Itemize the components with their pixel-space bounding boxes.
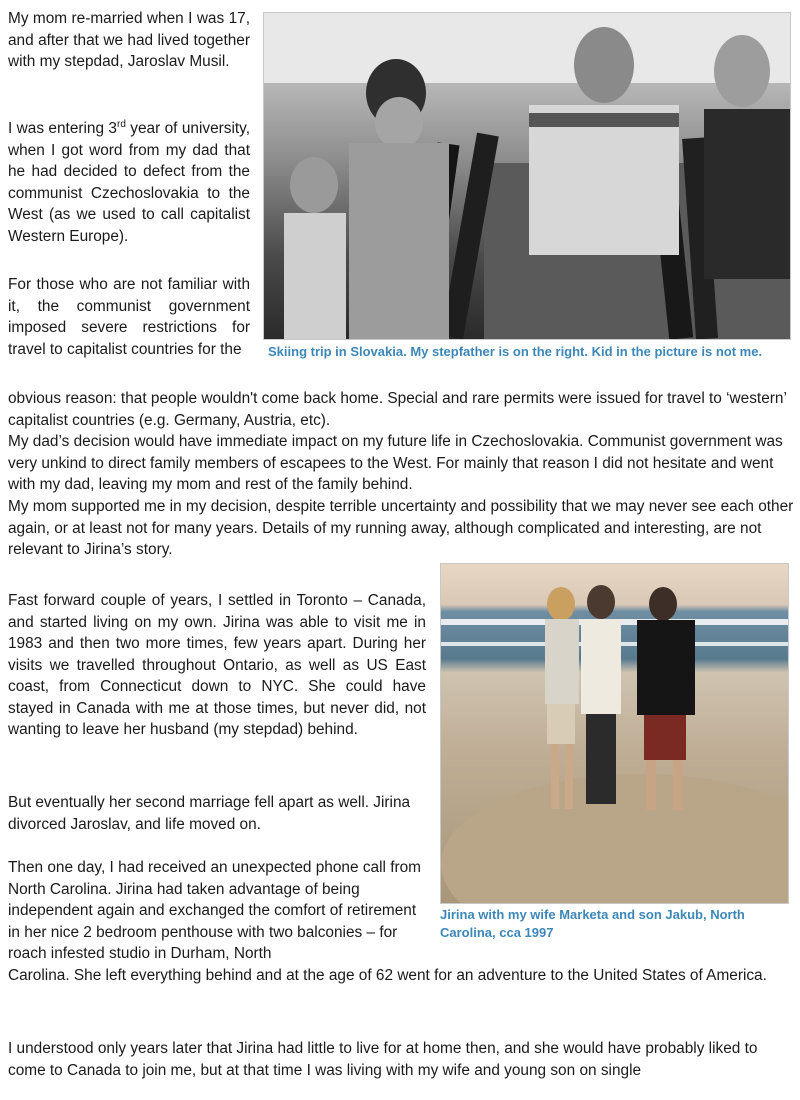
- beach-family-photo-illustration: [441, 564, 788, 903]
- paragraph-defection-rest: year of university, when I got word from my dad that he had decided to defect from the communist Czechoslovakia to the West (as we used to call capitalist Western Europe).: [8, 120, 250, 245]
- ski-trip-photo-illustration: [264, 13, 790, 339]
- paragraph-phone-call-wrap: Then one day, I had received an unexpected phone call from North Carolina. Jirina had taken advantage of being independent again and exchanged the comfort of retirement in her nice 2 bedroom penthouse with two balconies – for roach infested studio in Durham, North: [8, 859, 421, 962]
- paragraph-defection: [8, 118, 250, 247]
- paragraph-phone-call-cont: Carolina. She left everything behind and at the age of 62 went for an adventure to the United States of America.: [8, 967, 767, 984]
- ski-trip-caption: Skiing trip in Slovakia. My stepfather is on the right. Kid in the picture is not me.: [268, 344, 763, 359]
- paragraph-dad-decision: My dad’s decision would have immediate impact on my future life in Czechoslovakia. Communist government was very unkind to direct family members of escapees to the West. For mainly that reason I did not hesitate and went with my dad, leaving my mom and rest of the family behind.: [8, 433, 783, 493]
- beach-family-caption: Jirina with my wife Marketa and son Jakub, North Carolina, cca 1997: [440, 907, 745, 940]
- paragraph-travel-restrictions-cont: obvious reason: that people wouldn't come back home. Special and rare permits were issued for travel to ‘western’ capitalist countries (e.g. Germany, Austria, etc).: [8, 390, 787, 429]
- paragraph-divorce: But eventually her second marriage fell apart as well. Jirina divorced Jaroslav, and life moved on.: [8, 794, 411, 833]
- paragraph-toronto: Fast forward couple of years, I settled in Toronto – Canada, and started living on my own. Jirina was able to visit me in 1983 and then two more times, few years apart. During her visits we travelled throughout Ontario, as well as US East coast, from Connecticut down to NYC. She could have stayed in Canada with me at those times, but never did, not wanting to leave her husband (my stepdad) behind.: [8, 592, 426, 738]
- paragraph-later-understanding: I understood only years later that Jirina had little to live for at home then, and she would have probably liked to come to Canada to join me, but at that time I was living with my wife and young son on single: [8, 1040, 758, 1079]
- paragraph-defection-start: I was entering 3: [8, 120, 117, 137]
- ski-trip-photo: [263, 12, 791, 340]
- beach-family-photo: [440, 563, 789, 904]
- paragraph-travel-restrictions-wrap: For those who are not familiar with it, the communist government imposed severe restrictions for travel to capitalist countries for the: [8, 276, 250, 358]
- paragraph-remarriage: My mom re-married when I was 17, and after that we had lived together with my stepdad, Jaroslav Musil.: [8, 10, 250, 70]
- ordinal-suffix: rd: [117, 118, 126, 130]
- paragraph-mom-support: My mom supported me in my decision, despite terrible uncertainty and possibility that we may never see each other again, or at least not for many years. Details of my running away, although complicated and interesting, are not relevant to Jirina’s story.: [8, 498, 794, 558]
